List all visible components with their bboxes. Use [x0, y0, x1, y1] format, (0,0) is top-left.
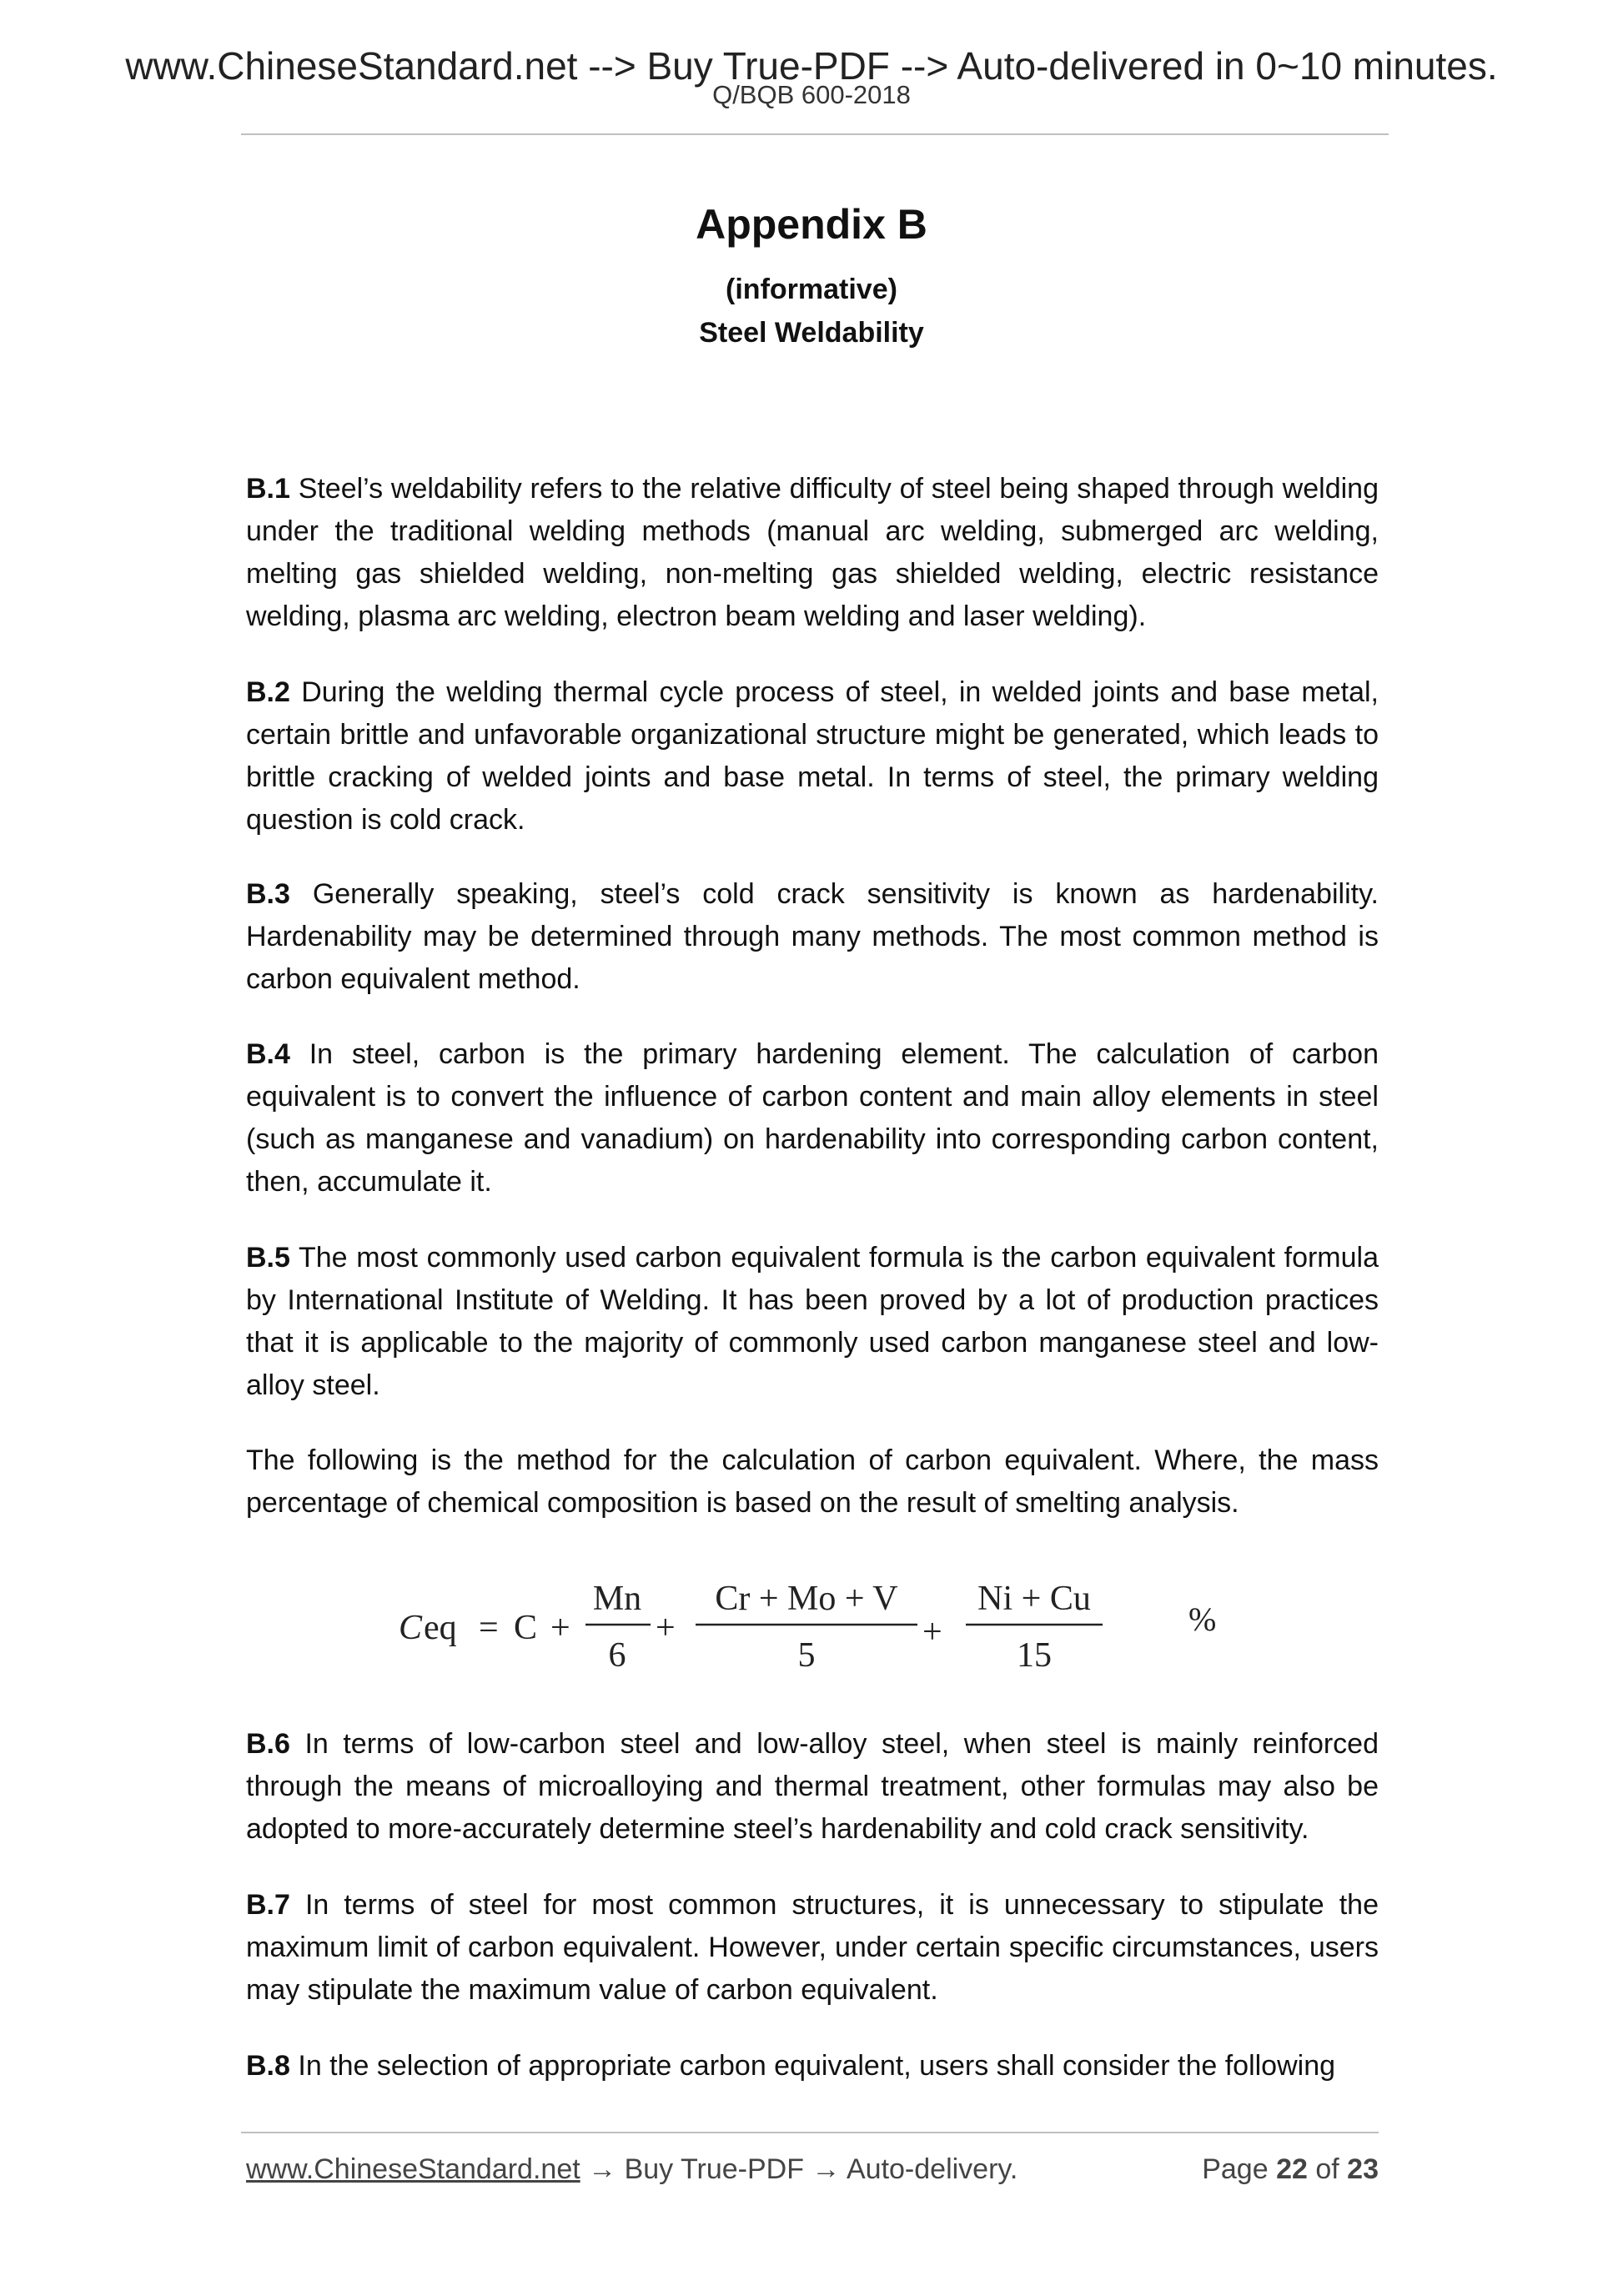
carbon-equivalent-formula: [392, 1568, 1259, 1685]
clause-number: B.2: [246, 676, 290, 708]
clause-number: B.6: [246, 1728, 290, 1760]
formula-lhs-c: C: [399, 1609, 423, 1647]
footer-website-link[interactable]: www.ChineseStandard.net: [246, 2153, 580, 2185]
clause-number: B.8: [246, 2050, 290, 2082]
page-label: Page: [1202, 2153, 1269, 2185]
footer-delivery-text: → Buy True-PDF → Auto-delivery.: [580, 2153, 1018, 2185]
page-indicator: [1202, 2153, 1379, 2186]
clause-number: B.3: [246, 878, 290, 910]
clause-b6: [246, 1723, 1379, 1851]
clause-number: B.4: [246, 1038, 290, 1070]
clause-text: In steel, carbon is the primary hardening element. The calculation of carbon equivalent is to convert the influence of carbon content and main alloy elements in steel (such as manganese and vanadium) on hardenability into corresponding carbon content, then, accumulate it.: [246, 1038, 1379, 1198]
clause-b1: [246, 468, 1379, 638]
formula-fraction3-denominator: 15: [1017, 1636, 1052, 1675]
clause-number: B.5: [246, 1242, 290, 1274]
clause-b8: [246, 2045, 1379, 2088]
page-of: of: [1315, 2153, 1339, 2185]
clause-text: Generally speaking, steel’s cold crack sensitivity is known as hardenability. Hardenability may be determined through many methods. The most common method is carbon equivalent method.: [246, 878, 1379, 995]
clause-b5: [246, 1237, 1379, 1407]
clause-text: During the welding thermal cycle process of steel, in welded joints and base metal, certain brittle and unfavorable organizational structure might be generated, which leads to brittle cracking of welded joints and base metal. In terms of steel, the primary welding question is cold crack.: [246, 676, 1379, 836]
page-footer: [246, 2153, 1379, 2186]
formula-lhs-eq: eq: [424, 1609, 457, 1647]
appendix-type: (informative): [726, 274, 897, 305]
formula-plus: +: [656, 1609, 676, 1647]
clause-text: The most commonly used carbon equivalent formula is the carbon equivalent formula by International Institute of Welding. It has been proved by a lot of production practices that it is applicable to the majority of commonly used carbon manganese steel and low-alloy steel.: [246, 1242, 1379, 1401]
clause-number: B.1: [246, 473, 290, 505]
clause-b3: [246, 873, 1379, 1001]
clause-text: In terms of low-carbon steel and low-alloy steel, when steel is mainly reinforced through the means of microalloying and thermal treatment, other formulas may also be adopted to more-accurately determine steel’s hardenability and cold crack sensitivity.: [246, 1728, 1379, 1845]
formula-fraction2-denominator: 5: [797, 1636, 816, 1675]
document-code: Q/BQB 600-2018: [712, 80, 911, 109]
page-current: 22: [1276, 2153, 1308, 2185]
clause-b4: [246, 1033, 1379, 1203]
formula-plus: +: [550, 1609, 570, 1647]
formula-fraction3-numerator: Ni + Cu: [977, 1580, 1091, 1618]
clause-text: In terms of steel for most common structures, it is unnecessary to stipulate the maximum limit of carbon equivalent. However, under certain specific circumstances, users may stipulate the maximum value of carbon equivalent.: [246, 1889, 1379, 2006]
clause-number: B.7: [246, 1889, 290, 1921]
header-divider: [241, 133, 1389, 135]
formula-intro: [246, 1439, 1379, 1525]
top-banner: www.ChineseStandard.net --> Buy True-PDF --> Auto-delivered in 0~10 minutes.: [125, 44, 1498, 88]
clause-b7: [246, 1884, 1379, 2012]
clause-text: In the selection of appropriate carbon equivalent, users shall consider the following: [298, 2050, 1336, 2082]
clause-text: The following is the method for the calculation of carbon equivalent. Where, the mass percentage of chemical composition is based on the result of smelting analysis.: [246, 1444, 1379, 1519]
formula-fraction1-denominator: 6: [608, 1636, 626, 1675]
appendix-subject: Steel Weldability: [699, 317, 924, 349]
clause-text: Steel’s weldability refers to the relative difficulty of steel being shaped through welding under the traditional welding methods (manual arc welding, submerged arc welding, melting gas shielded welding, non-melting gas shielded welding, electric resistance welding, plasma arc welding, electron beam welding and laser welding).: [246, 473, 1379, 632]
formula-plus: +: [922, 1613, 942, 1651]
appendix-title: Appendix B: [696, 201, 927, 248]
formula-unit: %: [1188, 1600, 1217, 1638]
formula-equals: =: [479, 1609, 499, 1647]
formula-fraction1-numerator: Mn: [592, 1580, 642, 1618]
formula-term-c: C: [514, 1609, 538, 1647]
footer-divider: [241, 2132, 1379, 2133]
clause-b2: [246, 671, 1379, 842]
page-total: 23: [1347, 2153, 1379, 2185]
formula-fraction2-numerator: Cr + Mo + V: [715, 1580, 898, 1618]
